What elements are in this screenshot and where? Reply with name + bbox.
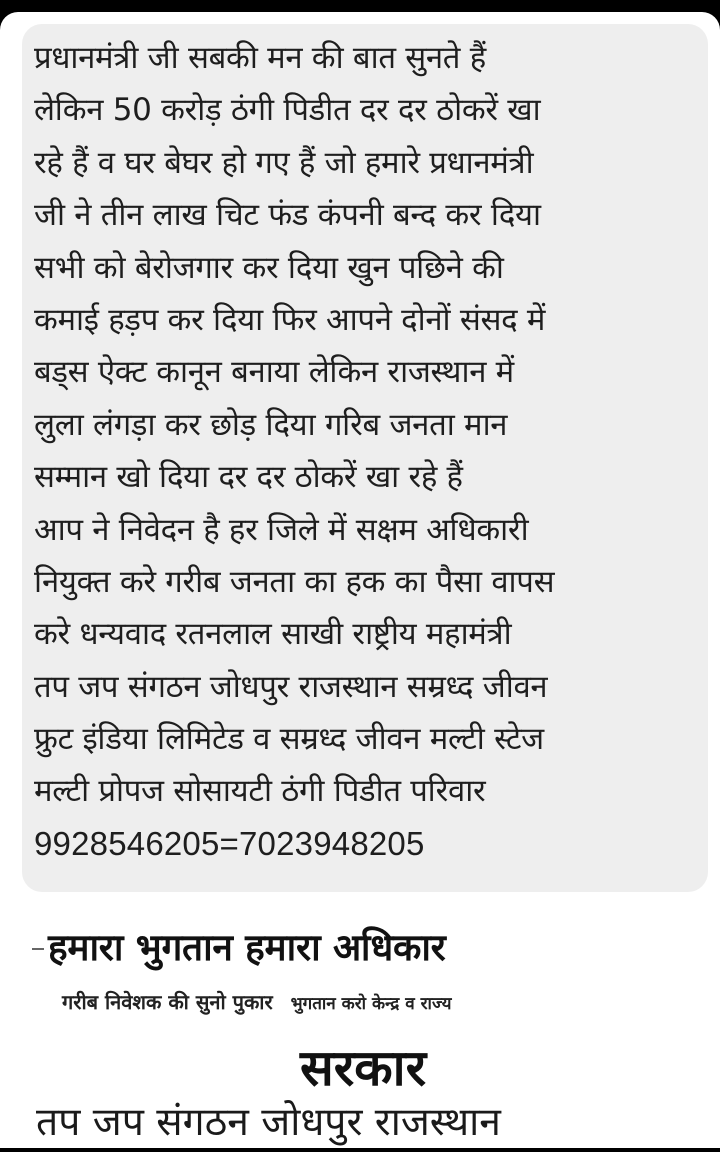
subline-left: गरीब निवेशक की सुनो पुकार xyxy=(62,990,273,1014)
phone-numbers[interactable]: 9928546205=7023948205 xyxy=(34,824,425,862)
message-line: सम्मान खो दिया दर दर ठोकरें खा रहे हैं xyxy=(34,459,463,496)
message-line: लुला लंगड़ा कर छोड़ दिया गरिब जनता मान xyxy=(34,406,508,443)
message-line: बड्स ऐक्ट कानून बनाया लेकिन राजस्थान में xyxy=(34,354,514,391)
message-line: प्रधानमंत्री जी सबकी मन की बात सुनते हैं xyxy=(34,40,486,76)
message-line: जी ने तीन लाख चिट फंड कंपनी बन्द कर दिया xyxy=(34,197,541,234)
subline-right: भुगतान करो केन्द्र व राज्य xyxy=(290,994,452,1014)
message-line: कमाई हड़प कर दिया फिर आपने दोनों संसद में xyxy=(34,301,546,338)
govt-heading: सरकार xyxy=(300,1039,427,1097)
message-line: तप जप संगठन जोधपुर राजस्थान सम्रध्द जीवन xyxy=(34,668,548,705)
message-line: मल्टी प्रोपज सोसायटी ठंगी पिडीत परिवार xyxy=(34,773,486,810)
slogan-subline xyxy=(62,988,452,1015)
image-viewer xyxy=(0,12,720,1148)
message-line: नियुक्त करे गरीब जनता का हक का पैसा वापस xyxy=(34,563,555,600)
message-line: फ्रुट इंडिया लिमिटेड व सम्रध्द जीवन मल्टी स्टेज xyxy=(34,721,544,758)
slogan-heading: हमारा भुगतान हमारा अधिकार xyxy=(48,920,445,971)
message-line: लेकिन 50 करोड़ ठंगी पिडीत दर दर ठोकरें खा xyxy=(34,92,541,129)
message-line: करे धन्यवाद रतनलाल साखी राष्ट्रीय महामंत्री xyxy=(34,616,512,653)
message-line: सभी को बेरोजगार कर दिया खुन पछिने की xyxy=(34,249,504,286)
organization-name: तप जप संगठन जोधपुर राजस्थान xyxy=(36,1100,501,1145)
message-line: आप ने निवेदन है हर जिले में सक्षम अधिकारी xyxy=(34,511,529,548)
message-line: रहे हैं व घर बेघर हो गए हैं जो हमारे प्रधानमंत्री xyxy=(34,144,534,181)
message-text xyxy=(34,32,710,870)
